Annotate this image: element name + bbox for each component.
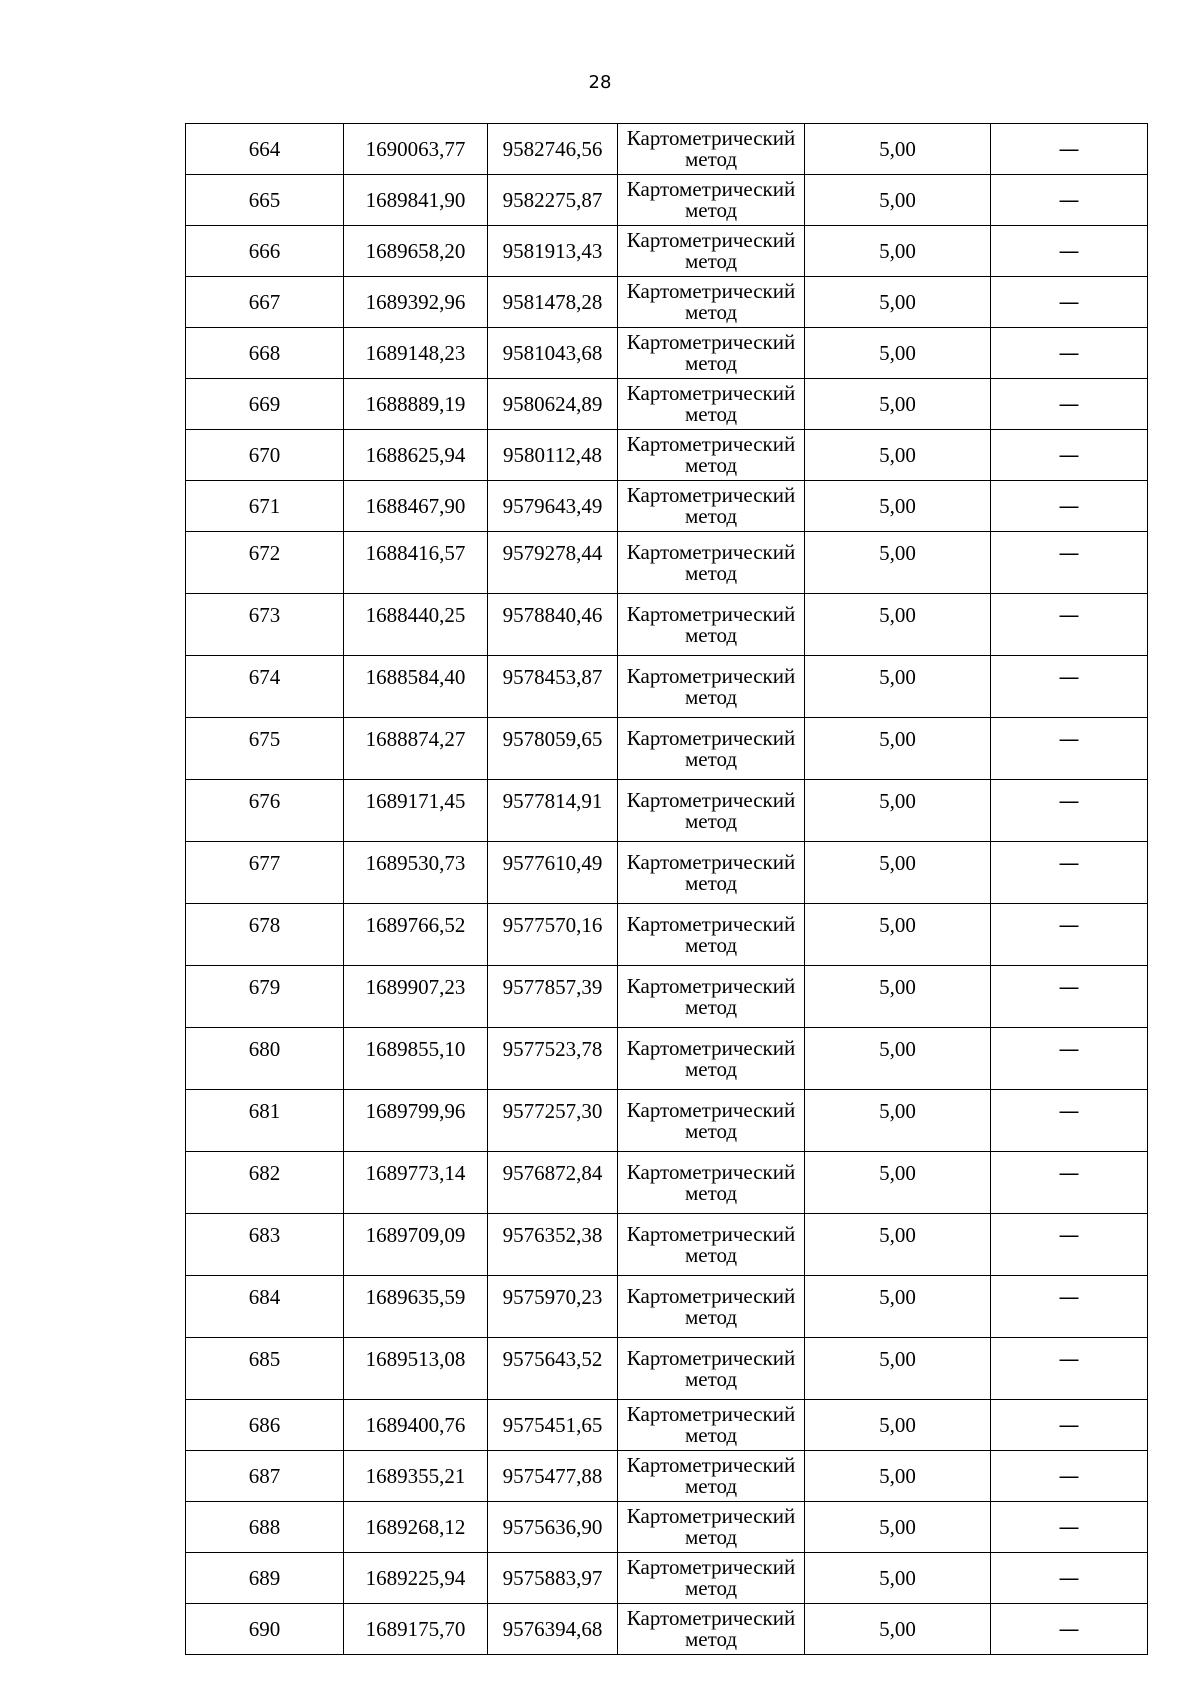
- table-row: [186, 1152, 1148, 1214]
- note-cell: —: [991, 1338, 1148, 1400]
- note-cell: —: [991, 277, 1148, 328]
- table-row: [186, 842, 1148, 904]
- method-line-1: Картометрический: [626, 911, 796, 936]
- note-cell: —: [991, 481, 1148, 532]
- point-number-cell: 666: [186, 226, 344, 277]
- method-line-2: метод: [684, 1056, 738, 1081]
- accuracy-cell: 5,00: [805, 1338, 991, 1400]
- point-number-cell: 664: [186, 124, 344, 175]
- method-line-1: Картометрический: [626, 1606, 796, 1630]
- x-coordinate-cell: 1689400,76: [344, 1400, 488, 1451]
- x-coordinate-cell: 1689148,23: [344, 328, 488, 379]
- note-cell: —: [991, 1553, 1148, 1604]
- method-line-1: Картометрический: [626, 279, 796, 303]
- method-cell: [618, 1152, 805, 1214]
- table-row: [186, 481, 1148, 532]
- method-line-1: Картометрический: [626, 381, 796, 405]
- x-coordinate-cell: 1688584,40: [344, 656, 488, 718]
- method-cell: [618, 1553, 805, 1604]
- note-cell: —: [991, 379, 1148, 430]
- y-coordinate-cell: 9577523,78: [488, 1028, 618, 1090]
- point-number-cell: 677: [186, 842, 344, 904]
- y-coordinate-cell: 9580624,89: [488, 379, 618, 430]
- method-line-2: метод: [684, 746, 738, 771]
- method-line-2: метод: [684, 1304, 738, 1329]
- method-cell: [618, 966, 805, 1028]
- x-coordinate-cell: 1689171,45: [344, 780, 488, 842]
- x-coordinate-cell: 1688874,27: [344, 718, 488, 780]
- coordinates-table-body: [186, 124, 1148, 1655]
- method-line-1: Картометрический: [626, 228, 796, 252]
- y-coordinate-cell: 9578840,46: [488, 594, 618, 656]
- method-line-2: метод: [684, 1242, 738, 1267]
- method-line-1: Картометрический: [626, 663, 796, 688]
- y-coordinate-cell: 9576352,38: [488, 1214, 618, 1276]
- x-coordinate-cell: 1689268,12: [344, 1502, 488, 1553]
- point-number-cell: 689: [186, 1553, 344, 1604]
- note-cell: —: [991, 656, 1148, 718]
- method-line-2: метод: [684, 351, 738, 375]
- method-cell: [618, 1214, 805, 1276]
- table-row: [186, 1090, 1148, 1152]
- note-cell: —: [991, 532, 1148, 594]
- x-coordinate-cell: 1688889,19: [344, 379, 488, 430]
- method-cell: [618, 656, 805, 718]
- y-coordinate-cell: 9576394,68: [488, 1604, 618, 1655]
- table-row: [186, 1338, 1148, 1400]
- y-coordinate-cell: 9578059,65: [488, 718, 618, 780]
- note-cell: —: [991, 328, 1148, 379]
- method-cell: [618, 124, 805, 175]
- method-line-2: метод: [684, 1474, 738, 1498]
- method-line-2: метод: [684, 560, 738, 585]
- accuracy-cell: 5,00: [805, 175, 991, 226]
- accuracy-cell: 5,00: [805, 226, 991, 277]
- method-line-1: Картометрический: [626, 1221, 796, 1246]
- table-row: [186, 277, 1148, 328]
- method-line-1: Картометрический: [626, 1453, 796, 1477]
- method-line-1: Картометрический: [626, 849, 796, 874]
- note-cell: —: [991, 1152, 1148, 1214]
- note-cell: —: [991, 904, 1148, 966]
- y-coordinate-cell: 9579643,49: [488, 481, 618, 532]
- method-line-1: Картометрический: [626, 1035, 796, 1060]
- method-line-1: Картометрический: [626, 330, 796, 354]
- table-row: [186, 656, 1148, 718]
- method-line-1: Картометрический: [626, 1402, 796, 1426]
- x-coordinate-cell: 1689658,20: [344, 226, 488, 277]
- y-coordinate-cell: 9575883,97: [488, 1553, 618, 1604]
- method-cell: [618, 532, 805, 594]
- accuracy-cell: 5,00: [805, 277, 991, 328]
- method-cell: [618, 780, 805, 842]
- table-row: [186, 430, 1148, 481]
- note-cell: —: [991, 594, 1148, 656]
- method-cell: [618, 1090, 805, 1152]
- accuracy-cell: 5,00: [805, 842, 991, 904]
- point-number-cell: 690: [186, 1604, 344, 1655]
- note-cell: —: [991, 842, 1148, 904]
- y-coordinate-cell: 9577257,30: [488, 1090, 618, 1152]
- y-coordinate-cell: 9575643,52: [488, 1338, 618, 1400]
- x-coordinate-cell: 1688467,90: [344, 481, 488, 532]
- table-row: [186, 532, 1148, 594]
- point-number-cell: 669: [186, 379, 344, 430]
- method-line-2: метод: [684, 453, 738, 477]
- note-cell: —: [991, 430, 1148, 481]
- method-cell: [618, 1400, 805, 1451]
- accuracy-cell: 5,00: [805, 379, 991, 430]
- method-cell: [618, 328, 805, 379]
- y-coordinate-cell: 9581913,43: [488, 226, 618, 277]
- table-row: [186, 1604, 1148, 1655]
- point-number-cell: 675: [186, 718, 344, 780]
- method-line-1: Картометрический: [626, 483, 796, 507]
- accuracy-cell: 5,00: [805, 1400, 991, 1451]
- method-line-1: Картометрический: [626, 432, 796, 456]
- point-number-cell: 671: [186, 481, 344, 532]
- method-line-1: Картометрический: [626, 1097, 796, 1122]
- method-line-1: Картометрический: [626, 1283, 796, 1308]
- x-coordinate-cell: 1689773,14: [344, 1152, 488, 1214]
- method-cell: [618, 594, 805, 656]
- x-coordinate-cell: 1689635,59: [344, 1276, 488, 1338]
- accuracy-cell: 5,00: [805, 1028, 991, 1090]
- y-coordinate-cell: 9582275,87: [488, 175, 618, 226]
- x-coordinate-cell: 1689225,94: [344, 1553, 488, 1604]
- note-cell: —: [991, 718, 1148, 780]
- accuracy-cell: 5,00: [805, 594, 991, 656]
- x-coordinate-cell: 1688416,57: [344, 532, 488, 594]
- method-line-2: метод: [684, 249, 738, 273]
- method-line-2: метод: [684, 994, 738, 1019]
- x-coordinate-cell: 1689355,21: [344, 1451, 488, 1502]
- point-number-cell: 686: [186, 1400, 344, 1451]
- point-number-cell: 674: [186, 656, 344, 718]
- method-line-2: метод: [684, 622, 738, 647]
- x-coordinate-cell: 1689907,23: [344, 966, 488, 1028]
- point-number-cell: 682: [186, 1152, 344, 1214]
- accuracy-cell: 5,00: [805, 532, 991, 594]
- accuracy-cell: 5,00: [805, 1214, 991, 1276]
- table-row: [186, 124, 1148, 175]
- note-cell: —: [991, 1451, 1148, 1502]
- method-line-2: метод: [684, 198, 738, 222]
- method-cell: [618, 379, 805, 430]
- y-coordinate-cell: 9575477,88: [488, 1451, 618, 1502]
- accuracy-cell: 5,00: [805, 656, 991, 718]
- note-cell: —: [991, 1276, 1148, 1338]
- point-number-cell: 678: [186, 904, 344, 966]
- accuracy-cell: 5,00: [805, 718, 991, 780]
- method-cell: [618, 904, 805, 966]
- method-cell: [618, 1502, 805, 1553]
- method-line-2: метод: [684, 1118, 738, 1143]
- note-cell: —: [991, 1502, 1148, 1553]
- method-cell: [618, 718, 805, 780]
- table-row: [186, 1028, 1148, 1090]
- x-coordinate-cell: 1689392,96: [344, 277, 488, 328]
- table-row: [186, 904, 1148, 966]
- method-line-2: метод: [684, 808, 738, 833]
- x-coordinate-cell: 1689841,90: [344, 175, 488, 226]
- y-coordinate-cell: 9577570,16: [488, 904, 618, 966]
- table-row: [186, 1400, 1148, 1451]
- y-coordinate-cell: 9575636,90: [488, 1502, 618, 1553]
- accuracy-cell: 5,00: [805, 1451, 991, 1502]
- point-number-cell: 685: [186, 1338, 344, 1400]
- table-row: [186, 1451, 1148, 1502]
- point-number-cell: 676: [186, 780, 344, 842]
- accuracy-cell: 5,00: [805, 430, 991, 481]
- y-coordinate-cell: 9580112,48: [488, 430, 618, 481]
- x-coordinate-cell: 1689709,09: [344, 1214, 488, 1276]
- x-coordinate-cell: 1689513,08: [344, 1338, 488, 1400]
- accuracy-cell: 5,00: [805, 481, 991, 532]
- point-number-cell: 672: [186, 532, 344, 594]
- method-line-2: метод: [684, 504, 738, 528]
- point-number-cell: 673: [186, 594, 344, 656]
- x-coordinate-cell: 1689530,73: [344, 842, 488, 904]
- x-coordinate-cell: 1688440,25: [344, 594, 488, 656]
- method-line-1: Картометрический: [626, 1345, 796, 1370]
- point-number-cell: 680: [186, 1028, 344, 1090]
- accuracy-cell: 5,00: [805, 1276, 991, 1338]
- note-cell: —: [991, 780, 1148, 842]
- method-line-2: метод: [684, 402, 738, 426]
- note-cell: —: [991, 124, 1148, 175]
- method-cell: [618, 226, 805, 277]
- point-number-cell: 670: [186, 430, 344, 481]
- accuracy-cell: 5,00: [805, 966, 991, 1028]
- note-cell: —: [991, 1604, 1148, 1655]
- y-coordinate-cell: 9579278,44: [488, 532, 618, 594]
- method-cell: [618, 1604, 805, 1655]
- note-cell: —: [991, 1214, 1148, 1276]
- method-line-1: Картометрический: [626, 725, 796, 750]
- y-coordinate-cell: 9578453,87: [488, 656, 618, 718]
- table-row: [186, 1502, 1148, 1553]
- note-cell: —: [991, 226, 1148, 277]
- x-coordinate-cell: 1689799,96: [344, 1090, 488, 1152]
- table-row: [186, 175, 1148, 226]
- accuracy-cell: 5,00: [805, 780, 991, 842]
- accuracy-cell: 5,00: [805, 1090, 991, 1152]
- y-coordinate-cell: 9581043,68: [488, 328, 618, 379]
- x-coordinate-cell: 1689175,70: [344, 1604, 488, 1655]
- note-cell: —: [991, 966, 1148, 1028]
- method-line-2: метод: [684, 932, 738, 957]
- method-cell: [618, 175, 805, 226]
- method-cell: [618, 1338, 805, 1400]
- table-row: [186, 1553, 1148, 1604]
- method-line-2: метод: [684, 684, 738, 709]
- table-row: [186, 780, 1148, 842]
- method-line-1: Картометрический: [626, 787, 796, 812]
- x-coordinate-cell: 1689766,52: [344, 904, 488, 966]
- y-coordinate-cell: 9575970,23: [488, 1276, 618, 1338]
- method-cell: [618, 1276, 805, 1338]
- method-line-1: Картометрический: [626, 1555, 796, 1579]
- table-row: [186, 594, 1148, 656]
- point-number-cell: 679: [186, 966, 344, 1028]
- method-line-1: Картометрический: [626, 1159, 796, 1184]
- table-row: [186, 328, 1148, 379]
- method-line-2: метод: [684, 1423, 738, 1447]
- method-line-2: метод: [684, 1627, 738, 1651]
- accuracy-cell: 5,00: [805, 328, 991, 379]
- y-coordinate-cell: 9575451,65: [488, 1400, 618, 1451]
- accuracy-cell: 5,00: [805, 1502, 991, 1553]
- table-row: [186, 1276, 1148, 1338]
- method-cell: [618, 481, 805, 532]
- y-coordinate-cell: 9576872,84: [488, 1152, 618, 1214]
- method-line-2: метод: [684, 1180, 738, 1205]
- method-line-1: Картометрический: [626, 539, 796, 564]
- accuracy-cell: 5,00: [805, 1152, 991, 1214]
- method-cell: [618, 842, 805, 904]
- x-coordinate-cell: 1690063,77: [344, 124, 488, 175]
- coordinates-table: [185, 123, 1148, 1655]
- point-number-cell: 668: [186, 328, 344, 379]
- point-number-cell: 665: [186, 175, 344, 226]
- accuracy-cell: 5,00: [805, 904, 991, 966]
- accuracy-cell: 5,00: [805, 124, 991, 175]
- method-cell: [618, 1028, 805, 1090]
- accuracy-cell: 5,00: [805, 1604, 991, 1655]
- point-number-cell: 681: [186, 1090, 344, 1152]
- point-number-cell: 684: [186, 1276, 344, 1338]
- y-coordinate-cell: 9582746,56: [488, 124, 618, 175]
- method-line-2: метод: [684, 1576, 738, 1600]
- method-line-2: метод: [684, 300, 738, 324]
- method-line-1: Картометрический: [626, 177, 796, 201]
- table-row: [186, 718, 1148, 780]
- table-row: [186, 966, 1148, 1028]
- page-number: 28: [588, 72, 612, 93]
- y-coordinate-cell: 9577610,49: [488, 842, 618, 904]
- method-cell: [618, 277, 805, 328]
- method-line-1: Картометрический: [626, 973, 796, 998]
- method-line-1: Картометрический: [626, 601, 796, 626]
- table-row: [186, 226, 1148, 277]
- y-coordinate-cell: 9577857,39: [488, 966, 618, 1028]
- note-cell: —: [991, 1028, 1148, 1090]
- method-line-1: Картометрический: [626, 126, 796, 150]
- point-number-cell: 688: [186, 1502, 344, 1553]
- method-cell: [618, 1451, 805, 1502]
- accuracy-cell: 5,00: [805, 1553, 991, 1604]
- table-row: [186, 1214, 1148, 1276]
- method-line-2: метод: [684, 147, 738, 171]
- y-coordinate-cell: 9577814,91: [488, 780, 618, 842]
- note-cell: —: [991, 1090, 1148, 1152]
- note-cell: —: [991, 175, 1148, 226]
- point-number-cell: 667: [186, 277, 344, 328]
- point-number-cell: 683: [186, 1214, 344, 1276]
- method-cell: [618, 430, 805, 481]
- table-row: [186, 379, 1148, 430]
- y-coordinate-cell: 9581478,28: [488, 277, 618, 328]
- method-line-1: Картометрический: [626, 1504, 796, 1528]
- method-line-2: метод: [684, 1366, 738, 1391]
- x-coordinate-cell: 1688625,94: [344, 430, 488, 481]
- method-line-2: метод: [684, 1525, 738, 1549]
- method-line-2: метод: [684, 870, 738, 895]
- x-coordinate-cell: 1689855,10: [344, 1028, 488, 1090]
- note-cell: —: [991, 1400, 1148, 1451]
- point-number-cell: 687: [186, 1451, 344, 1502]
